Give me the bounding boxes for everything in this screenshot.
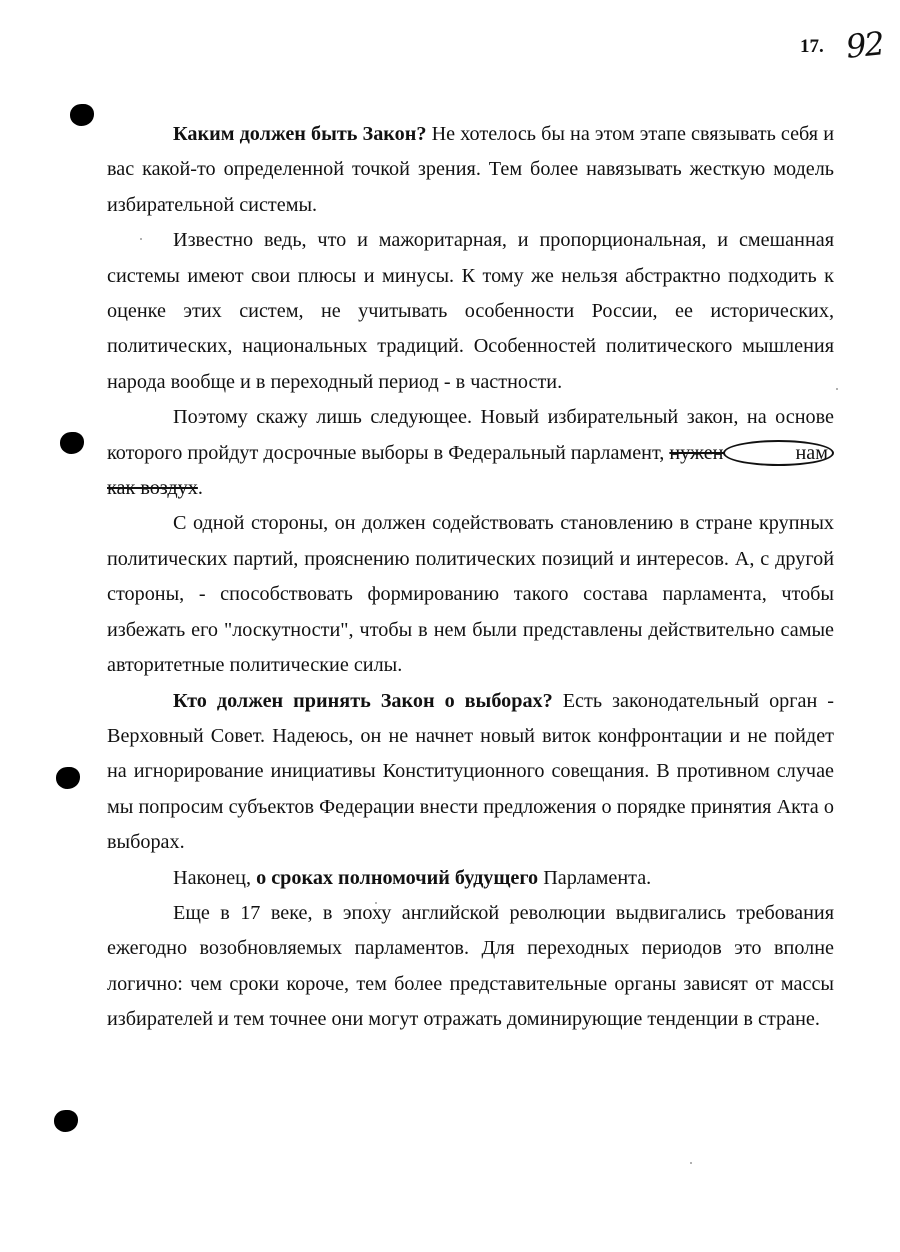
paragraph-4	[107, 506, 834, 683]
punch-hole-1	[70, 104, 94, 126]
paragraph-1	[107, 117, 834, 223]
punch-hole-4	[54, 1110, 78, 1132]
circled-word-us: нам	[723, 440, 834, 466]
paragraph-5-text: Есть законодательный орган - Верховный Совет. Надеюсь, он не начнет новый виток конфронтации и не пойдет на игнорирование инициативы Конституционного совещания. В противном случае мы попросим субъектов Федерации внести предложения о порядке принятия Акта о выборах.	[107, 689, 834, 854]
paragraph-6-text: Парламента.	[538, 866, 652, 889]
document-body	[107, 117, 834, 1038]
struck-word-needed: нужен	[669, 441, 724, 464]
heading-who-adopts: Кто должен принять Закон о выборах?	[173, 689, 553, 712]
paragraph-6-pre: Наконец,	[173, 866, 257, 889]
handwritten-page-number: 92	[844, 24, 885, 66]
paragraph-3	[107, 400, 834, 506]
struck-phrase-like-air: как воздух	[107, 477, 198, 500]
scan-speck	[836, 388, 838, 390]
paragraph-1-text: Не хотелось бы на этом этапе связывать себя и вас какой-то определенной точкой зрения. Тем более навязывать жесткую модель избирательной системы.	[107, 123, 834, 216]
heading-terms: о сроках полномочий будущего	[256, 866, 539, 889]
paragraph-7	[107, 896, 834, 1038]
page-number: 17.	[800, 36, 824, 57]
paragraph-2-text: Известно ведь, что и мажоритарная, и пропорциональная, и смешанная системы имеют свои плюсы и минусы. К тому же нельзя абстрактно подходить к оценке этих систем, не учитывать особенности России, ее исторических, политических, национальных традиций. Особенностей политического мышления народа вообще и в переходный период - в частности.	[107, 229, 834, 393]
paragraph-3-text: Поэтому скажу лишь следующее. Новый избирательный закон, на основе которого пройдут досрочные выборы в Федеральный парламент,	[107, 406, 834, 464]
paragraph-4-text: С одной стороны, он должен содействовать становлению в стране крупных политических партий, прояснению политических позиций и интересов. А, с другой стороны, - способствовать формированию такого состава парламента, чтобы избежать его "лоскутности", чтобы в нем были представлены действительно самые авторитетные политические силы.	[107, 512, 834, 677]
paragraph-7-text: Еще в 17 веке, в эпоху английской революции выдвигались требования ежегодно возобновляемых парламентов. Для переходных периодов это вполне логично: чем сроки короче, тем более представительные органы зависят от массы избирателей и тем точнее они могут отражать доминирующие тенденции в стране.	[107, 901, 834, 1031]
punch-hole-2	[60, 432, 84, 454]
paragraph-2	[107, 223, 834, 400]
punch-hole-3	[56, 767, 80, 789]
scan-speck	[690, 1162, 692, 1164]
paragraph-6	[107, 861, 834, 896]
paragraph-3-end: .	[197, 477, 203, 500]
heading-law: Каким должен быть Закон?	[173, 123, 427, 145]
paragraph-5	[107, 684, 834, 861]
